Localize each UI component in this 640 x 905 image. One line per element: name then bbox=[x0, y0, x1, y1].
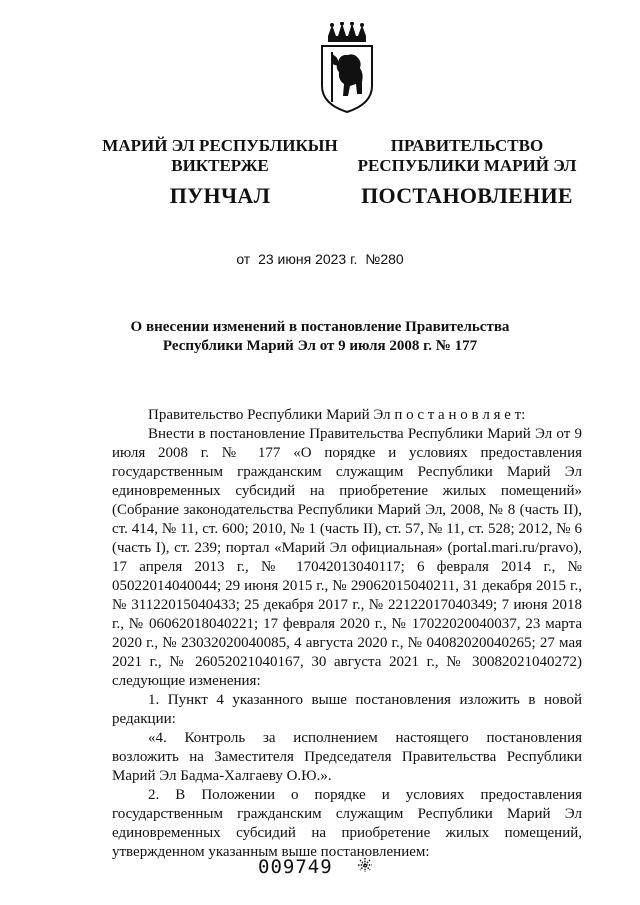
title-line1: О внесении изменений в постановление Правительства bbox=[130, 319, 510, 335]
header-right-block bbox=[352, 136, 582, 210]
body-paragraph-4: «4. Контроль за исполнением настоящего постановления возложить на Заместителя Председателя Правительства Республики Марий Эл Бадма-Халгаеву О.Ю.». bbox=[112, 730, 582, 784]
body-paragraph-5: 2. В Положении о порядке и условиях предоставления государственным гражданским служащим Республики Марий Эл единовременных субсидий на приобретение жилых помещений, утвержденном указанным выше постановлением: bbox=[112, 787, 582, 860]
document-body bbox=[112, 406, 582, 862]
document-title bbox=[110, 318, 530, 356]
body-paragraph-3: 1. Пункт 4 указанного выше постановления изложить в новой редакции: bbox=[112, 692, 582, 727]
date-prefix: от bbox=[236, 251, 251, 267]
header-right-line2: РЕСПУБЛИКИ МАРИЙ ЭЛ bbox=[357, 156, 577, 175]
serial-number: 009749 bbox=[258, 856, 333, 878]
document-number: №280 bbox=[365, 251, 404, 267]
body-paragraph-2: Внести в постановление Правительства Республики Марий Эл от 9 июля 2008 г. № 177 «О порядке и условиях предоставления государственным гражданским служащим Республики Марий Эл единовременных субсидий на приобретение жилых помещений» (Собрание законодательства Республики Марий Эл, 2008, № 8 (часть II), ст. 414, № 11, ст. 600; 2010, № 1 (часть II), ст. 57, № 11, ст. 528; 2012, № 6 (часть I), ст. 239; портал «Марий Эл официальная» (portal.mari.ru/pravo), 17 апреля 2013 г., № 17042013040117; 6 февраля 2014 г., № 05022014040044; 29 июня 2015 г., № 29062015040211, 31 декабря 2015 г., № 31122015040433; 25 декабря 2017 г., № 22122017040349; 7 июня 2018 г., № 06062018040221; 17 февраля 2020 г., № 17022020040037, 23 марта 2020 г., № 23032020040085, 4 августа 2020 г., № 04082020040265; 27 мая 2021 г., № 26052021040167, 30 августа 2021 г., № 30082021040272) следующие изменения: bbox=[112, 426, 582, 689]
header-left-line1: МАРИЙ ЭЛ РЕСПУБЛИКЫН bbox=[102, 136, 338, 155]
header-right-doc-type: ПОСТАНОВЛЕНИЕ bbox=[361, 183, 573, 208]
title-line2: Республики Марий Эл от 9 июля 2008 г. № 177 bbox=[162, 338, 478, 354]
star-mark-icon bbox=[358, 858, 372, 872]
header-left-line2: ВИКТЕРЖЕ bbox=[171, 156, 269, 175]
body-paragraph-1: Правительство Республики Марий Эл п о с т а н о в л я е т: bbox=[148, 407, 526, 423]
header-right-line1: ПРАВИТЕЛЬСТВО bbox=[390, 136, 544, 155]
coat-of-arms-emblem bbox=[318, 22, 376, 114]
document-date: 23 июня 2023 г. bbox=[258, 251, 358, 267]
header-left-block bbox=[100, 136, 340, 210]
document-date-line bbox=[0, 251, 640, 267]
header-left-doc-type: ПУНЧАЛ bbox=[169, 183, 271, 208]
